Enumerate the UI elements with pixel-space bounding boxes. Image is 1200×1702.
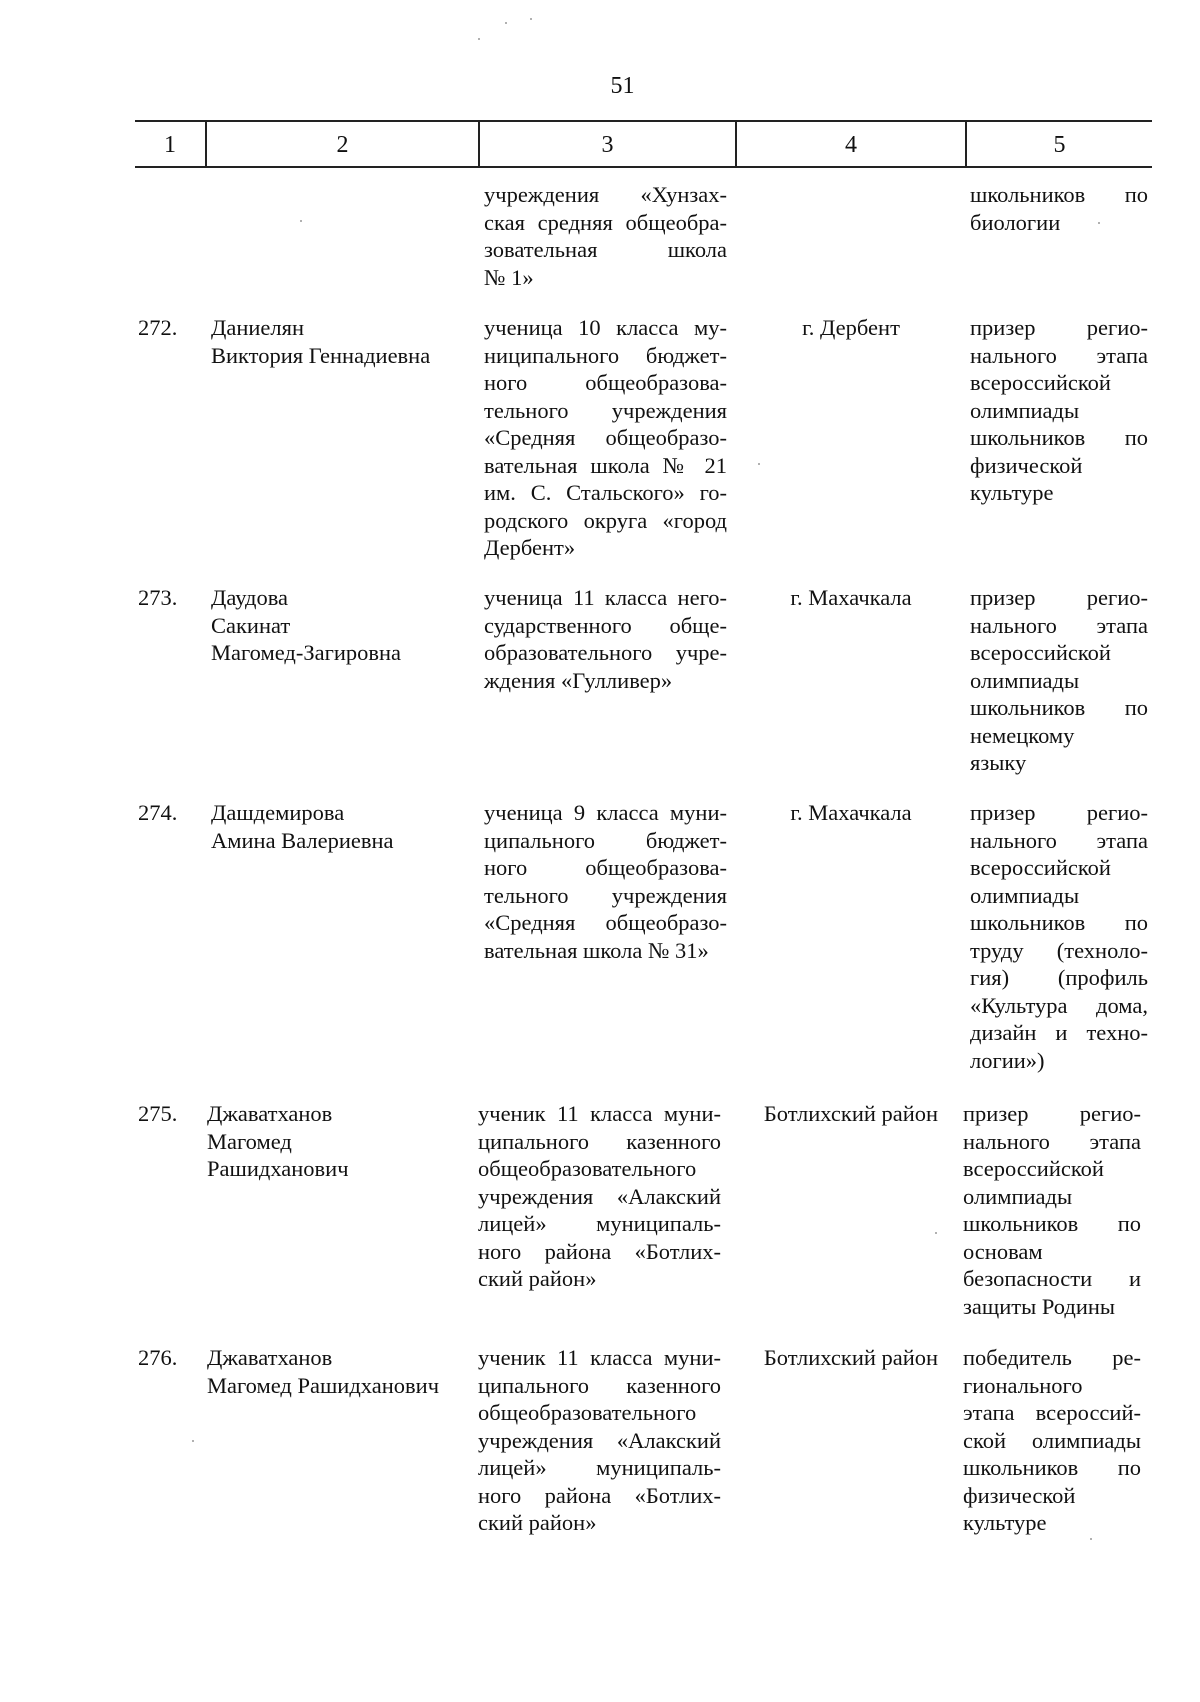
award-line: олимпиады	[963, 1183, 1073, 1209]
institution-line: тельного учреждения	[484, 882, 727, 908]
institution-line: ученица 11 класса него-	[484, 585, 727, 610]
institution-line: ученик 11 класса муни-	[478, 1101, 721, 1126]
name-line: Даниелян	[211, 315, 305, 340]
institution-line: ский район»	[478, 1510, 597, 1535]
location: Ботлихский район	[763, 1345, 939, 1370]
row-number: 275.	[138, 1101, 178, 1126]
location: г. Махачкала	[790, 585, 912, 610]
award	[970, 314, 1148, 507]
award-line: биологии	[970, 209, 1061, 235]
institution-line: ниципального бюджет-	[484, 342, 727, 368]
column-header-3: 3	[601, 132, 614, 158]
award-line: нального этапа	[963, 1128, 1141, 1154]
institution-line: тельного учреждения	[484, 397, 727, 423]
name-line: Джаватханов	[207, 1345, 333, 1370]
column-header-1: 1	[164, 132, 176, 158]
award-line: гия) (профиль	[970, 965, 1148, 990]
scan-speck	[478, 38, 480, 40]
participant-name	[207, 1344, 462, 1399]
participant-name	[207, 1100, 462, 1183]
column-header-5: 5	[1053, 132, 1066, 158]
award	[963, 1100, 1141, 1320]
name-line: Рашидханович	[207, 1156, 349, 1181]
award-line: школьников по	[970, 425, 1148, 450]
institution-line: лицей» муниципаль-	[478, 1211, 721, 1236]
award-line: школьников по	[963, 1455, 1141, 1480]
institution-line: ципального казенного	[478, 1372, 721, 1398]
institution-line: Дербент»	[484, 535, 576, 560]
participant-name	[211, 799, 466, 854]
award-line: этапа всероссий-	[963, 1400, 1141, 1425]
institution-line: ский район»	[478, 1266, 597, 1291]
institution-line: учреждения «Алакский	[478, 1427, 721, 1453]
institution-line: ципального казенного	[478, 1128, 721, 1154]
name-line: Амина Валериевна	[211, 827, 394, 853]
award-line: логии»)	[970, 1047, 1045, 1073]
award-line: физической	[963, 1482, 1076, 1508]
scan-speck	[1090, 1538, 1092, 1540]
award-line: призер регио-	[963, 1101, 1141, 1126]
award-line: немецкому	[970, 722, 1075, 748]
institution-line: ного общеобразова-	[484, 855, 727, 880]
award-line: основам	[963, 1238, 1043, 1264]
institution-line: учреждения «Хунзах-	[484, 182, 727, 207]
award	[970, 799, 1148, 1074]
row-number: 274.	[138, 800, 178, 825]
award	[963, 1344, 1141, 1537]
location: г. Дербент	[802, 315, 900, 340]
header-bottom-rule	[135, 166, 1152, 168]
award-line: защиты Родины	[963, 1293, 1116, 1319]
column-header-4: 4	[845, 132, 857, 158]
name-line: Магомед-Загировна	[211, 640, 402, 665]
institution-line: № 1»	[484, 264, 534, 290]
award-line: дизайн и техно-	[970, 1020, 1148, 1045]
award-line: культуре	[970, 480, 1054, 505]
award-line: победитель ре-	[963, 1345, 1141, 1370]
award-line: олимпиады	[970, 667, 1080, 693]
award	[970, 584, 1148, 777]
award-line: физической	[970, 452, 1083, 478]
name-line: Магомед Рашидханович	[207, 1372, 440, 1398]
institution-line: ного района «Ботлих-	[478, 1482, 721, 1508]
row-number: 273.	[138, 585, 178, 610]
institution-line: учреждения «Алакский	[478, 1183, 721, 1209]
award-line: олимпиады	[970, 882, 1080, 908]
institution-line: ученица 10 класса му-	[484, 315, 727, 340]
institution-line: ская средняя общеобра-	[484, 209, 727, 235]
award	[970, 181, 1148, 236]
name-line: Даудова	[211, 585, 289, 610]
institution	[478, 1344, 721, 1537]
name-line: Сакинат	[211, 612, 291, 638]
award-line: нального этапа	[970, 612, 1148, 638]
institution-line: зовательная школа	[484, 237, 727, 262]
institution-line: ного района «Ботлих-	[478, 1238, 721, 1264]
institution-line: общеобразовательного	[478, 1400, 697, 1425]
institution-line: сударственного обще-	[484, 612, 727, 638]
header-top-rule	[135, 120, 1152, 122]
row-number: 272.	[138, 315, 178, 340]
column-header-2: 2	[336, 132, 349, 158]
award-line: призер регио-	[970, 585, 1148, 610]
name-line: Магомед	[207, 1128, 292, 1154]
award-line: олимпиады	[970, 397, 1080, 423]
award-line: культуре	[963, 1510, 1047, 1535]
scan-speck	[530, 18, 532, 20]
award-line: призер регио-	[970, 800, 1148, 825]
award-line: ской олимпиады	[963, 1427, 1141, 1453]
participant-name	[211, 584, 466, 667]
name-line: Дашдемирова	[211, 800, 345, 825]
institution-line: вательная школа № 31»	[484, 937, 709, 963]
institution	[484, 181, 727, 291]
institution-line: им. С. Стальского» го-	[484, 480, 727, 505]
award-line: всероссийской	[970, 370, 1111, 395]
page-number: 51	[610, 73, 635, 99]
institution-line: родского округа «город	[484, 507, 727, 533]
institution	[484, 314, 727, 562]
row-number: 276.	[138, 1345, 178, 1370]
institution-line: ждения «Гулливер»	[484, 667, 673, 693]
institution-line: общеобразовательного	[478, 1156, 697, 1181]
award-line: всероссийской	[970, 640, 1111, 665]
institution-line: образовательного учре-	[484, 640, 727, 665]
scan-speck	[192, 1440, 194, 1442]
award-line: школьников по	[970, 182, 1148, 207]
award-line: школьников по	[970, 695, 1148, 720]
participant-name	[211, 314, 466, 369]
scan-speck	[300, 220, 302, 222]
location: г. Махачкала	[790, 800, 912, 825]
institution-line: ученик 11 класса муни-	[478, 1345, 721, 1370]
scan-speck	[505, 22, 507, 24]
award-line: гионального	[963, 1372, 1083, 1398]
award-line: нального этапа	[970, 342, 1148, 368]
award-line: всероссийской	[963, 1156, 1104, 1181]
award-line: труду (техноло-	[970, 937, 1148, 963]
award-line: школьников по	[970, 910, 1148, 935]
institution-line: ного общеобразова-	[484, 370, 727, 395]
location: Ботлихский район	[763, 1101, 939, 1126]
institution	[484, 799, 727, 964]
institution	[484, 584, 727, 694]
institution	[478, 1100, 721, 1293]
scan-speck	[1098, 222, 1100, 224]
scan-speck	[935, 1232, 937, 1234]
award-line: языку	[970, 750, 1027, 775]
institution-line: ципального бюджет-	[484, 827, 727, 853]
award-line: нального этапа	[970, 827, 1148, 853]
name-line: Виктория Геннадиевна	[211, 342, 431, 368]
award-line: школьников по	[963, 1211, 1141, 1236]
institution-line: лицей» муниципаль-	[478, 1455, 721, 1480]
award-line: всероссийской	[970, 855, 1111, 880]
award-line: призер регио-	[970, 315, 1148, 340]
award-line: безопасности и	[963, 1266, 1141, 1291]
name-line: Джаватханов	[207, 1101, 333, 1126]
award-line: «Культура дома,	[970, 992, 1148, 1018]
institution-line: ученица 9 класса муни-	[484, 800, 727, 825]
institution-line: «Средняя общеобразо-	[484, 425, 727, 450]
scan-speck	[758, 463, 760, 465]
institution-line: вательная школа № 21	[484, 452, 727, 478]
institution-line: «Средняя общеобразо-	[484, 910, 727, 935]
